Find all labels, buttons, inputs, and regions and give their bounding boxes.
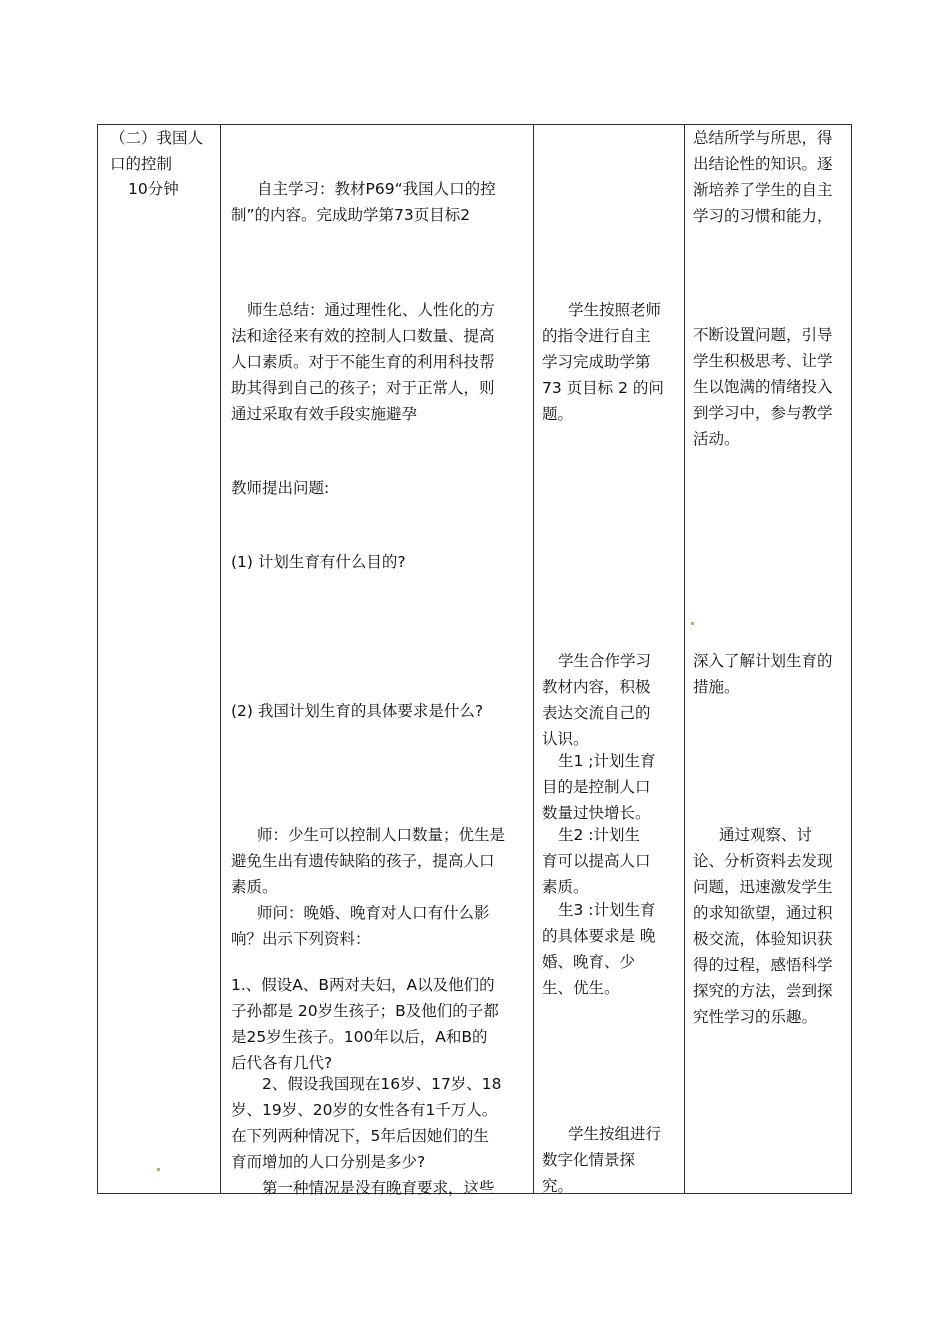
section-duration: 10分钟 — [128, 180, 179, 198]
question-1: (1) 计划生育有什么目的? — [231, 553, 406, 571]
teacher-questions-intro: 教师提出问题: — [231, 479, 330, 497]
material-2: 2、假设我国现在16岁、17岁、18 岁、19岁、20岁的女性各有1千万人。 在下列两种情况下，5年后因她们的生 育而增加的人口分别是多少? 第一种情况是没有晚育要求，这些 — [231, 1075, 502, 1197]
section-title: （二）我国人 口的控制 — [110, 129, 204, 173]
column-divider-3 — [684, 125, 685, 1193]
student-cooperation: 学生合作学习 教材内容，积极 表达交流自己的 认识。 — [542, 652, 652, 748]
design-intent-3: 深入了解计划生育的 措施。 — [693, 652, 833, 696]
student-self-study-activity: 学生按照老师 的指令进行自主 学习完成助学第 73 页目标 2 的问 题。 — [542, 301, 664, 423]
material-1: 1.、假设A、B两对夫妇，A以及他们的 子孙都是 20岁生孩子；B及他们的子都 是25岁生孩子。100年以后，A和B的 后代各有几代? — [231, 976, 499, 1072]
teacher-student-summary: 师生总结：通过理性化、人性化的方 法和途径来有效的控制人口数量、提高 人口素质。对于不能生育的利用科技帮 助其得到自己的孩子；对于正常人，则 通过采取有效手段实施避孕 — [231, 301, 496, 423]
column-divider-2 — [533, 125, 534, 1193]
student-2-answer: 生2 :计划生 育可以提高人口 素质。 — [542, 826, 651, 896]
design-intent-2: 不断设置问题，引导 学生积极思考、让学 生以饱满的情绪投入 到学习中，参与教学 活动。 — [693, 326, 833, 448]
decorative-dot — [157, 1168, 160, 1171]
self-study-text: 自主学习：教材P69“我国人口的控 制”的内容。完成助学第73页目标2 — [231, 180, 496, 224]
decorative-dot — [691, 622, 694, 625]
student-3-answer: 生3 :计划生育 的具体要求是 晚 婚、晚育、少 生、优生。 — [542, 901, 656, 997]
design-intent-4: 通过观察、讨 论、分析资料去发现 问题，迅速激发学生 的求知欲望，通过积 极交流，体验知识获 得的过程，感悟科学 探究的方法，尝到探 究性学习的乐趣。 — [693, 826, 833, 1026]
teacher-answer: 师：少生可以控制人口数量；优生是 避免生出有遗传缺陷的孩子，提高人口 素质。 师问：晚婚、晚育对人口有什么影 响？出示下列资料： — [231, 826, 506, 948]
question-2: (2) 我国计划生育的具体要求是什么? — [231, 702, 484, 720]
column-divider-1 — [220, 125, 221, 1193]
design-intent-1: 总结所学与所思，得 出结论性的知识。逐 渐培养了学生的自主 学习的习惯和能力， — [693, 129, 833, 225]
student-group-explore: 学生按组进行 数字化情景探 究。 — [542, 1125, 662, 1195]
student-1-answer: 生1 ;计划生育 目的是控制人口 数量过快增长。 — [542, 752, 656, 822]
